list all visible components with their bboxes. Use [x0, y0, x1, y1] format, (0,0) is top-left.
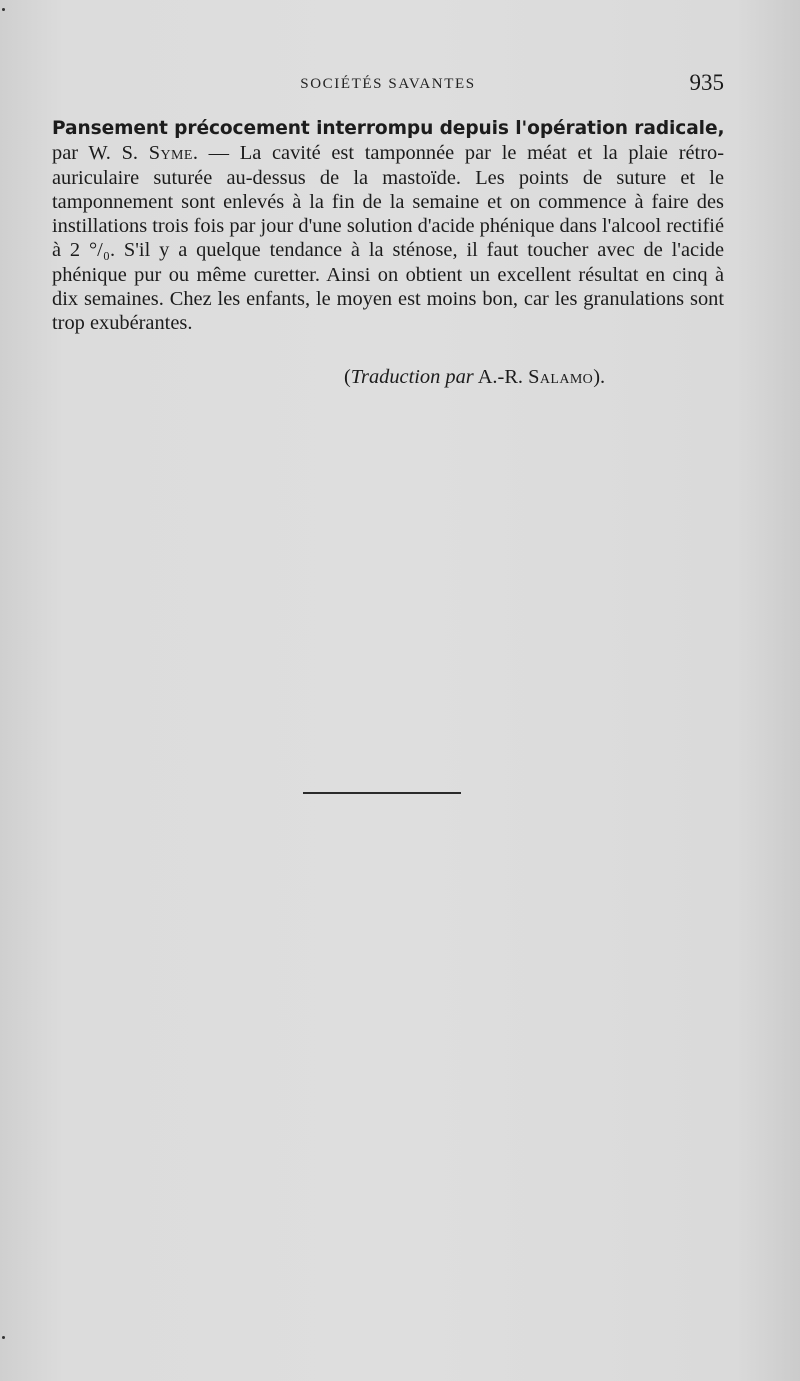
byline-prefix: par W. S.: [52, 142, 149, 165]
print-speck: [2, 1336, 5, 1339]
translation-label: Traduction par: [350, 366, 474, 388]
running-head: [52, 70, 724, 100]
running-head-title: SOCIÉTÉS SAVANTES: [300, 76, 476, 92]
author-name: Syme: [148, 142, 193, 165]
section-divider-rule: [303, 792, 461, 794]
attribution-close-paren: ).: [593, 366, 606, 388]
article-title: Pansement précocement interrompu depuis l'opération radicale,: [52, 118, 725, 139]
translation-attribution: [344, 366, 724, 389]
page-number: 935: [689, 70, 724, 95]
translator-name: Salamo: [528, 366, 594, 388]
print-speck: [2, 8, 5, 11]
article-paragraph: [52, 117, 724, 336]
article-body: . — La cavité est tamponnée par le méat et la plaie rétro-auriculaire suturée au-dessus de la mastoïde. Les points de suture et le tamponnement sont enlevés à la fin de la semaine et on commence à faire des instillations trois fois par jour d'une solution d'acide phénique dans l'alcool rectifié à 2 °/₀. S'il y a quelque tendance à la sténose, il faut toucher avec de l'acide phénique pur ou même curetter. Ainsi on obtient un excellent résultat en cinq à dix semaines. Chez les enfants, le moyen est moins bon, car les granulations sont trop exubérantes.: [52, 142, 724, 335]
translator-initials: A.-R.: [473, 366, 529, 388]
attribution-open-paren: (: [344, 366, 351, 388]
